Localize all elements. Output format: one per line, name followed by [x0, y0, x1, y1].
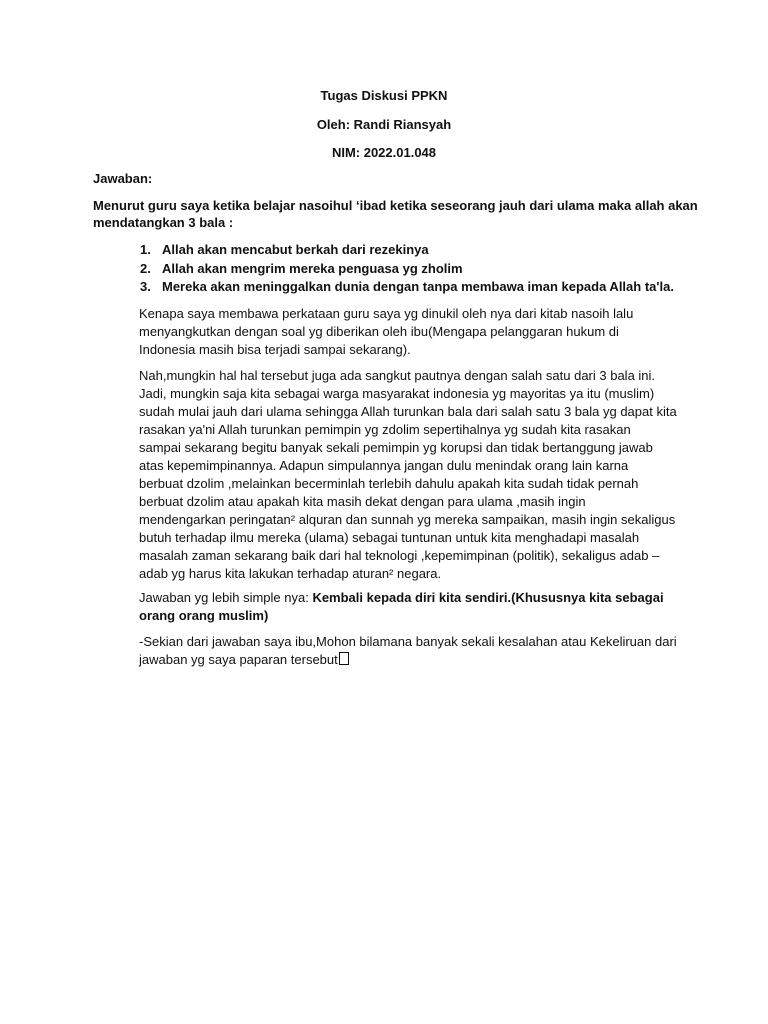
simple-answer-prefix: Jawaban yg lebih simple nya:: [139, 590, 313, 605]
simple-answer-bold-line-2: orang orang muslim): [139, 608, 269, 623]
paragraph-line: berbuat dzolim ,melainkan becerminlah terlebih dahulu apakah kita sudah tidak pernah: [139, 476, 639, 491]
list-item: [140, 260, 674, 279]
paragraph-line: berbuat dzolim atau apakah kita masih dekat dengan para ulama ,masih ingin: [139, 494, 586, 509]
paragraph-3: [139, 589, 679, 625]
paragraph-line: Jadi, mungkin saja kita sebagai warga masyarakat indonesia yg mayoritas ya itu (muslim): [139, 386, 655, 401]
paragraph-line: menyangkutkan dengan soal yg diberikan oleh ibu(Mengapa pelanggaran hukum di: [139, 324, 619, 339]
paragraph-line: butuh terhadap ilmu mereka (ulama) sebagai tuntunan untuk kita menghadapi masalah: [139, 530, 640, 545]
paragraph-2: [139, 367, 679, 583]
paragraph-line: adab yg harus kita lakukan terhadap aturan² negara.: [139, 566, 442, 581]
list-item-text: Allah akan mengrim mereka penguasa yg zholim: [162, 260, 463, 276]
list-item: [140, 278, 674, 297]
list-item-number: 3.: [140, 279, 151, 294]
bala-list: [140, 241, 674, 297]
paragraph-line: [139, 589, 679, 607]
paragraph-1: [139, 305, 679, 359]
answer-label: Jawaban:: [93, 171, 153, 186]
paragraph-line: [139, 651, 679, 669]
closing-line-1: -Sekian dari jawaban saya ibu,Mohon bilamana banyak sekali kesalahan atau Kekeliruan dari: [139, 634, 677, 649]
list-item: [140, 241, 674, 260]
intro-line-2: mendatangkan 3 bala :: [93, 215, 234, 230]
paragraph-line: atas kepemimpinannya. Adapun simpulannya jangan dulu menindak orang lain karna: [139, 458, 629, 473]
paragraph-line: masalah zaman sekarang baik dari hal teknologi ,kepemimpinan (politik), sekaligus adab –: [139, 548, 660, 563]
paragraph-line: Kenapa saya membawa perkataan guru saya yg dinukil oleh nya dari kitab nasoih lalu: [139, 306, 634, 321]
paragraph-line: mendengarkan peringatan² alquran dan sunnah yg mereka sampaikan, masih ingin sekaligus: [139, 512, 676, 527]
paragraph-line: Indonesia masih bisa terjadi sampai sekarang).: [139, 342, 411, 357]
intro-line-1: Menurut guru saya ketika belajar nasoihul ‘ibad ketika seseorang jauh dari ulama maka allah akan: [93, 198, 698, 213]
paragraph-line: rasakan ya'ni Allah turunkan pemimpin yg zdolim sepertihalnya yg sudah kita rasakan: [139, 422, 631, 437]
author-line: Oleh: Randi Riansyah: [316, 117, 452, 132]
nim-line: NIM: 2022.01.048: [331, 145, 437, 160]
paragraph-line: sudah mulai jauh dari ulama sehingga Allah turunkan bala dari salah satu 3 bala yg dapat kita: [139, 404, 677, 419]
list-item-text: Mereka akan meninggalkan dunia dengan tanpa membawa iman kepada Allah ta'la.: [162, 279, 674, 294]
simple-answer-bold: Kembali kepada diri kita sendiri.(Khususnya kita sebagai: [312, 590, 664, 605]
list-item-number: 1.: [140, 242, 151, 257]
paragraph-4: [139, 633, 679, 669]
list-item-text: Allah akan mencabut berkah dari rezekinya: [162, 242, 429, 257]
list-item-number: 2.: [140, 260, 151, 276]
paragraph-line: sampai sekarang begitu banyak sekali pemimpin yg korupsi dan tidak bertanggung jawab: [139, 440, 653, 455]
document-title: Tugas Diskusi PPKN: [320, 88, 448, 103]
closing-line-2: jawaban yg saya paparan tersebut: [139, 652, 338, 667]
paragraph-line: Nah,mungkin hal hal tersebut juga ada sangkut pautnya dengan salah satu dari 3 bala ini.: [139, 368, 656, 383]
missing-glyph-icon: [339, 652, 349, 665]
